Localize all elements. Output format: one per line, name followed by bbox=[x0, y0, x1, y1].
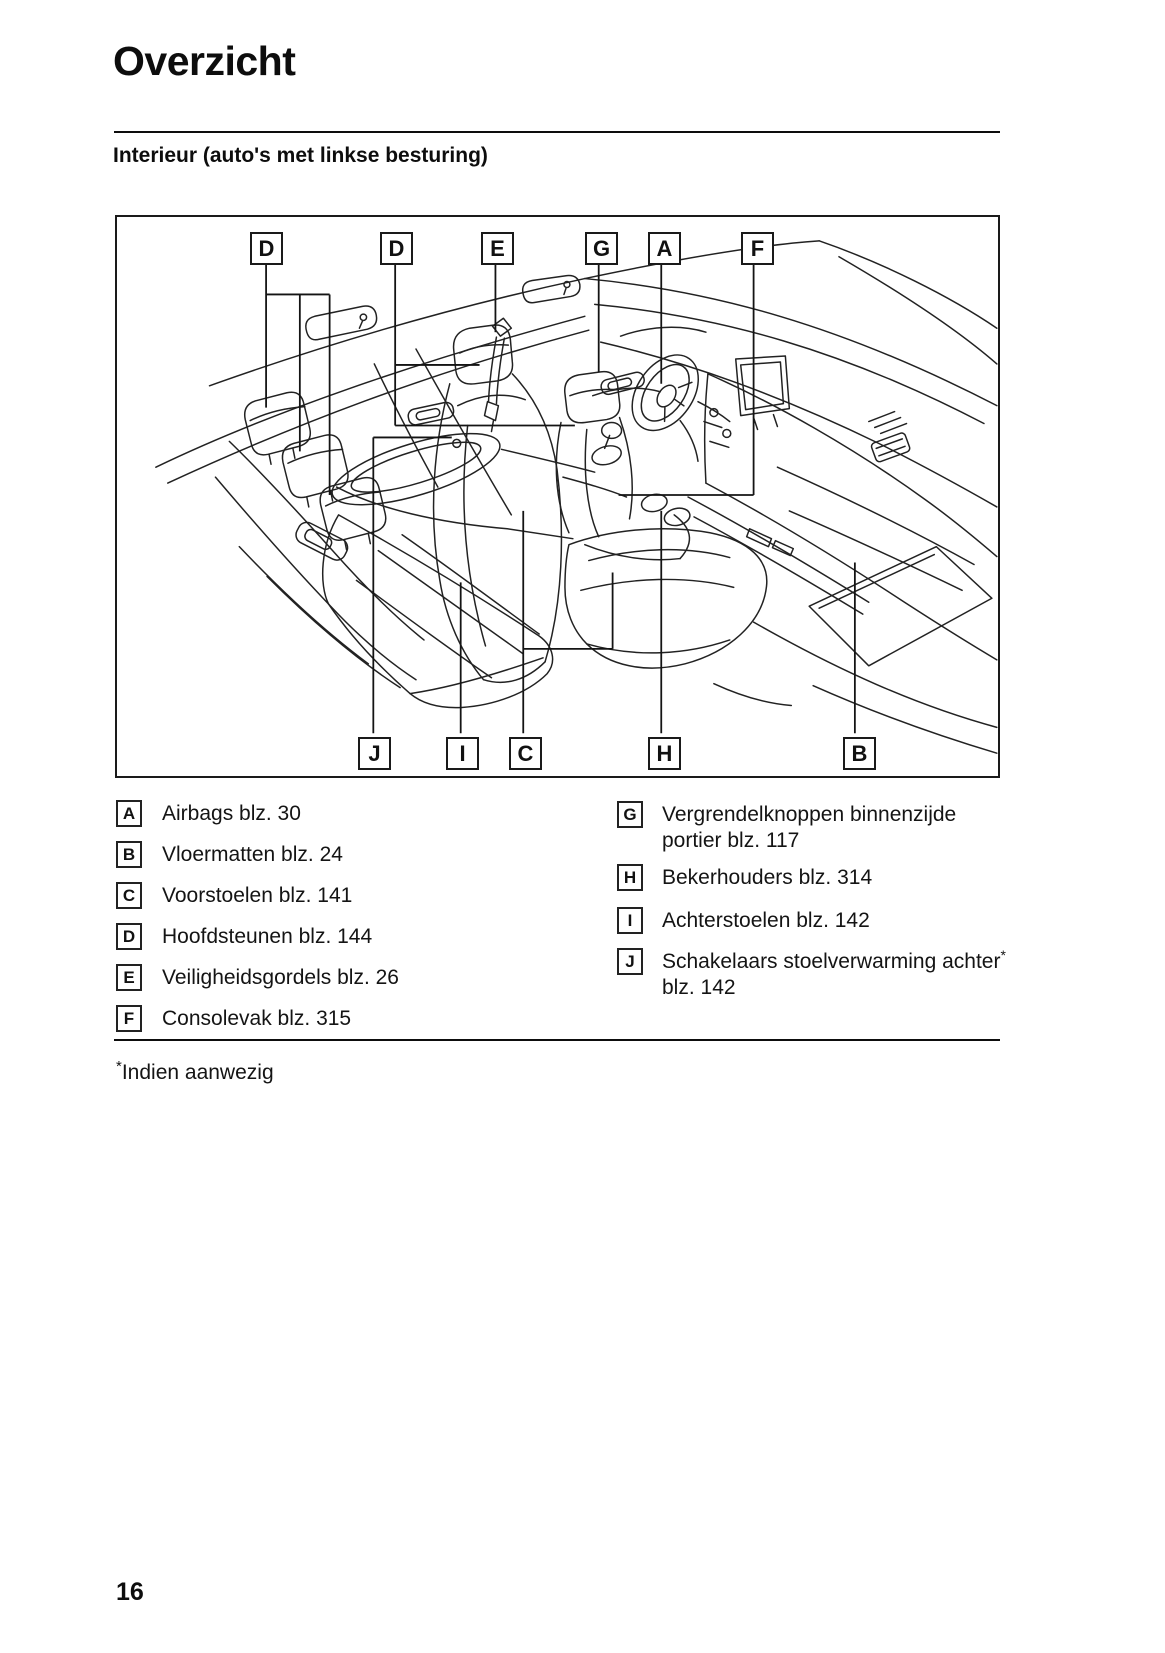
legend-label bbox=[662, 802, 1022, 854]
callout-f: F bbox=[741, 232, 774, 265]
legend-label: Achterstoelen blz. 142 bbox=[662, 909, 870, 932]
section-heading: Interieur (auto's met linkse besturing) bbox=[113, 144, 488, 167]
callout-c: C bbox=[509, 737, 542, 770]
callout-e: E bbox=[481, 232, 514, 265]
legend-label bbox=[662, 949, 1022, 1001]
legend-label-line1: Schakelaars stoelverwarming achter bbox=[662, 950, 1001, 973]
legend-label: Veiligheidsgordels blz. 26 bbox=[162, 966, 399, 989]
legend-key-d: D bbox=[116, 923, 142, 950]
legend-item-consolevak bbox=[116, 1006, 557, 1032]
legend-key-i: I bbox=[617, 907, 643, 934]
legend-label-line1: Vergrendelknoppen binnenzijde bbox=[662, 803, 957, 826]
legend-label-line2: portier blz. 117 bbox=[662, 829, 800, 852]
legend-item-airbags bbox=[116, 801, 557, 827]
grab-handle-front-icon bbox=[523, 275, 580, 302]
legend-item-bekerhouders bbox=[617, 865, 1022, 891]
legend-key-e: E bbox=[116, 964, 142, 991]
legend-label: Vloermatten blz. 24 bbox=[162, 843, 343, 866]
legend-item-veiligheidsgordels bbox=[116, 965, 557, 991]
legend-item-vergrendelknoppen bbox=[617, 802, 1022, 854]
footnote-text: Indien aanwezig bbox=[121, 1061, 274, 1084]
callout-d-rear: D bbox=[250, 232, 283, 265]
legend-key-g: G bbox=[617, 801, 643, 828]
floor-mat bbox=[809, 547, 992, 666]
legend-item-voorstoelen bbox=[116, 883, 557, 909]
callout-d-front: D bbox=[380, 232, 413, 265]
interior-diagram bbox=[115, 215, 1000, 778]
air-vent-icon bbox=[870, 432, 910, 463]
gear-shifter-icon bbox=[602, 423, 622, 439]
driver-door-panel bbox=[593, 371, 997, 660]
callout-g: G bbox=[585, 232, 618, 265]
seatbelt-strap bbox=[488, 337, 496, 402]
page-number: 16 bbox=[116, 1578, 144, 1606]
footnote-marker: * bbox=[1000, 947, 1006, 963]
legend-key-c: C bbox=[116, 882, 142, 909]
legend-label: Bekerhouders blz. 314 bbox=[662, 866, 873, 889]
callout-b: B bbox=[843, 737, 876, 770]
page-title: Overzicht bbox=[113, 38, 296, 84]
cabin-frame-lines bbox=[156, 241, 997, 688]
legend-divider bbox=[114, 1039, 1000, 1041]
legend-key-b: B bbox=[116, 841, 142, 868]
legend-item-vloermatten bbox=[116, 842, 557, 868]
title-divider bbox=[114, 131, 1000, 133]
rear-door-armrest bbox=[293, 519, 351, 563]
legend-key-h: H bbox=[617, 864, 643, 891]
callout-j: J bbox=[358, 737, 391, 770]
legend-label: Voorstoelen blz. 141 bbox=[162, 884, 353, 907]
legend-label: Hoofdsteunen blz. 144 bbox=[162, 925, 373, 948]
legend-label-line2: blz. 142 bbox=[662, 976, 736, 999]
legend-item-stoelverwarming bbox=[617, 949, 1022, 1001]
dashboard bbox=[585, 279, 997, 591]
callout-i: I bbox=[446, 737, 479, 770]
legend-key-a: A bbox=[116, 800, 142, 827]
legend-key-j: J bbox=[617, 948, 643, 975]
legend-item-achterstoelen bbox=[617, 908, 1022, 934]
callout-a: A bbox=[648, 232, 681, 265]
callout-h: H bbox=[648, 737, 681, 770]
interior-illustration bbox=[117, 217, 998, 776]
legend-item-hoofdsteunen bbox=[116, 924, 557, 950]
footnote-asterisk: * bbox=[116, 1058, 122, 1075]
footnote bbox=[116, 1058, 274, 1085]
legend-key-f: F bbox=[116, 1005, 142, 1032]
legend-label: Consolevak blz. 315 bbox=[162, 1007, 352, 1030]
front-passenger-seat bbox=[434, 318, 562, 682]
legend-label: Airbags blz. 30 bbox=[162, 802, 301, 825]
